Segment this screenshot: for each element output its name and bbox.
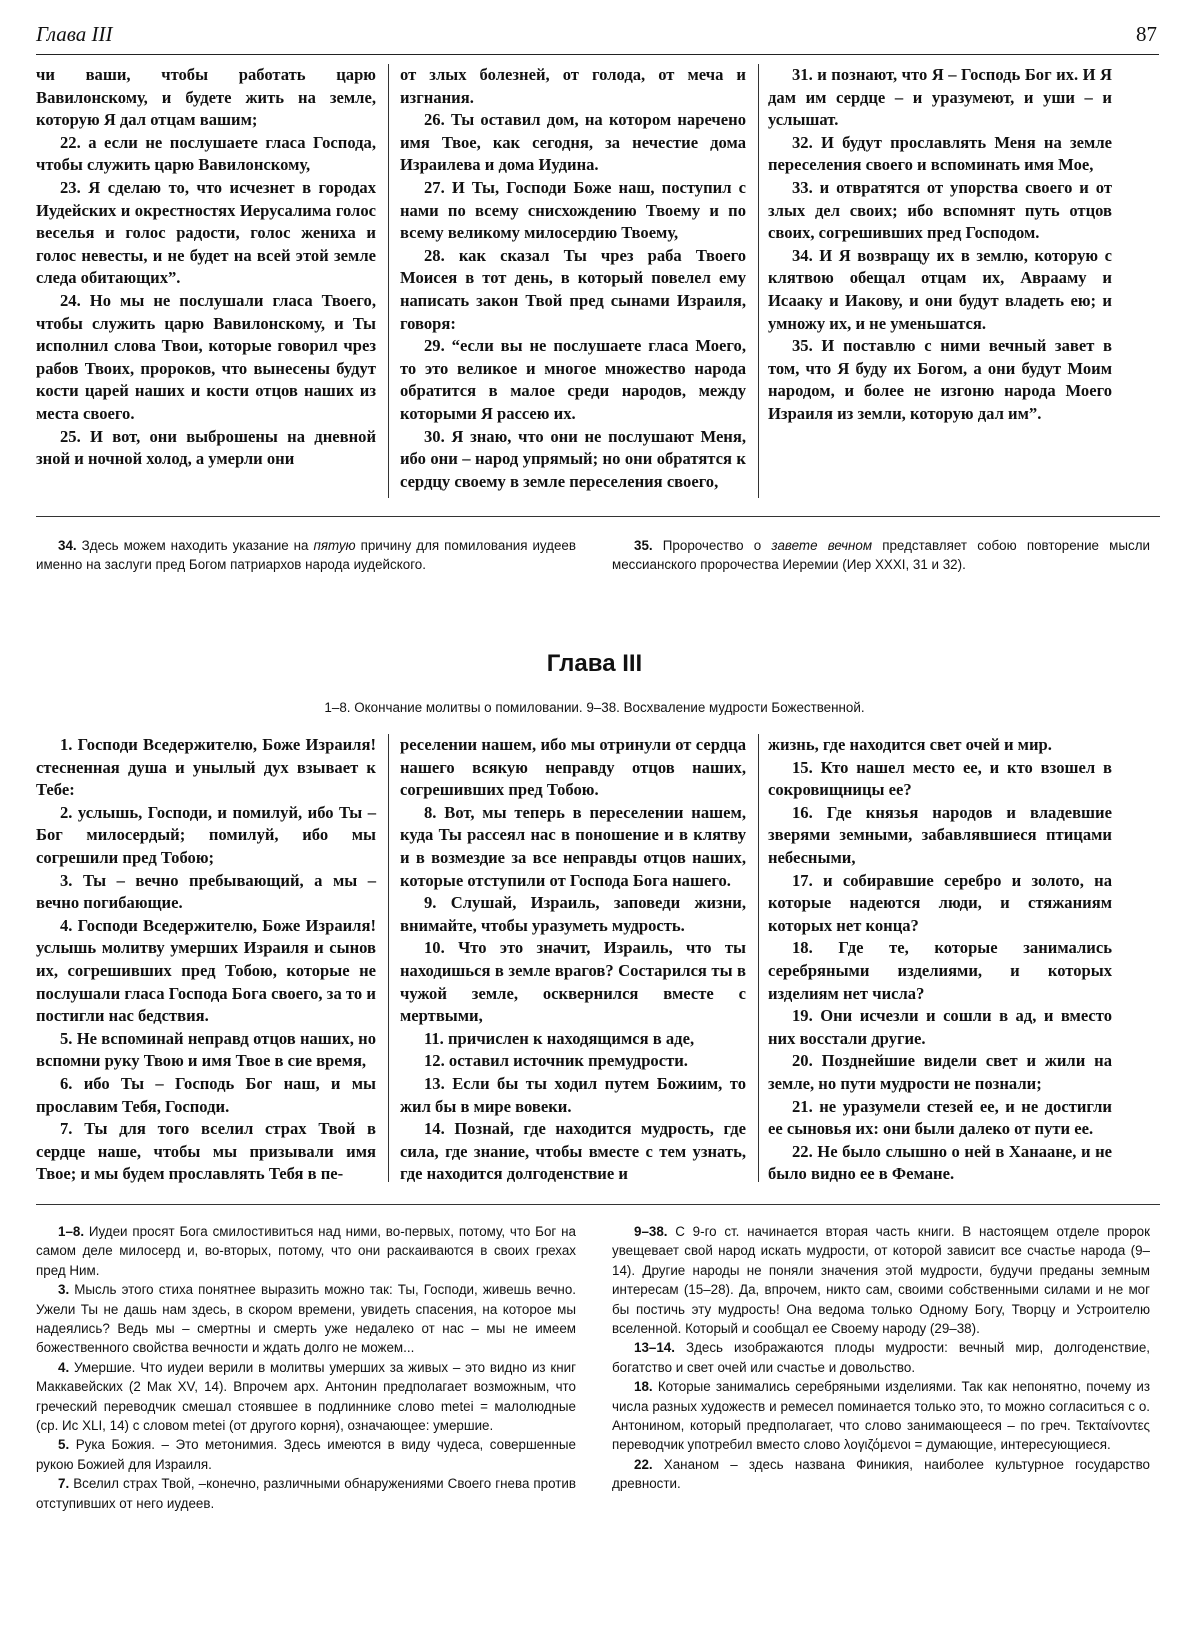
verse-paragraph: 8. Вот, мы теперь в переселении нашем, куда Ты рассеял нас в поношение и в клятву и в возмездие за все неправды отцов наших, которые отступили от Господа Бога нашего.	[400, 802, 746, 890]
verse-paragraph: 2. услышь, Господи, и помилуй, ибо Ты – Бог милосердый; помилуй, ибо мы согрешили пред Тобою;	[36, 802, 376, 867]
verse-paragraph: 23. Я сделаю то, что исчезнет в городах Иудейских и окрестностях Иерусалима голос веселья и голос радости, голос жениха и голос невесты, и не будет на всей этой земле следа обитающих”.	[36, 177, 376, 288]
verse-paragraph: 32. И будут прославлять Меня на земле переселения своего и вспоминать имя Мое,	[768, 132, 1112, 175]
verse-paragraph: 1. Господи Вседержителю, Боже Израиля! стесненная душа и унылый дух взывает к Тебе:	[36, 735, 376, 800]
note-text: Мысль этого стиха понятнее выразить можно так: Ты, Господи, живешь вечно. Ужели Ты не дашь нам здесь, в скором времени, увидеть спасения, на которое мы надеялись? Ведь мы – смертны и смерть уже недалеко от нас – мы не имеем божественного свойства вечности и ждать долго не можем...	[36, 1282, 576, 1356]
footnote-34	[36, 536, 576, 575]
verse-paragraph: 15. Кто нашел место ее, и кто взошел в сокровищницы ее?	[768, 757, 1112, 800]
top-text-column-2	[400, 64, 746, 493]
commentary-note	[36, 1222, 576, 1280]
note-text: Рука Божия. – Это метонимия. Здесь имеются в виду чудеса, совершенные рукою Божией для Израиля.	[36, 1437, 576, 1472]
verse-paragraph: 22. Не было слышно о ней в Ханаане, и не было видно ее в Фемане.	[768, 1141, 1112, 1184]
verse-paragraph: от злых болезней, от голода, от меча и изгнания.	[400, 65, 746, 107]
note-number: 7.	[58, 1476, 70, 1492]
verse-paragraph: 16. Где князья народов и владевшие зверями земными, забавлявшиеся птицами небесными,	[768, 802, 1112, 867]
footnote-text: Здесь можем находить указание на	[76, 538, 314, 553]
running-head-chapter: Глава III	[36, 22, 113, 46]
footnote-rule	[36, 1204, 1160, 1205]
chapter-title: Глава III	[546, 650, 643, 677]
bottom-text-column-3	[768, 734, 1112, 1186]
column-divider	[388, 734, 389, 1182]
verse-paragraph: 11. причислен к находящимся в аде,	[424, 1028, 695, 1048]
footnote-text: Пророчество о	[652, 538, 772, 553]
page-number: 87	[1136, 22, 1157, 46]
verse-paragraph: 14. Познай, где находится мудрость, где сила, где знание, чтобы вместе с тем узнать, где находится долгоденствие и	[400, 1119, 746, 1184]
verse-paragraph: 28. как сказал Ты чрез раба Твоего Моисея в тот день, в который повелел ему написать закон Твой пред сынами Израиля, говоря:	[400, 245, 746, 333]
verse-paragraph: 7. Ты для того вселил страх Твой в сердце наше, чтобы мы призывали имя Твое; и мы будем прославлять Тебя в пе-	[36, 1119, 376, 1184]
footnote-35	[612, 536, 1150, 575]
note-number: 13–14.	[634, 1340, 675, 1356]
verse-paragraph: 12. оставил источник премудрости.	[424, 1051, 688, 1071]
verse-paragraph: 13. Если бы ты ходил путем Божиим, то жил бы в мире вовеки.	[400, 1073, 746, 1116]
verse-paragraph: 24. Но мы не послушали гласа Твоего, чтобы служить царю Вавилонскому, и Ты исполнил слова Твои, которые говорил чрез рабов Твоих, пророков, что вынесены будут кости царей наших и кости отцов наших из места своего.	[36, 290, 376, 423]
bottom-text-column-2	[400, 734, 746, 1186]
verse-paragraph: 34. И Я возвращу их в землю, которую с клятвою обещал отцам их, Аврааму и Исааку и Иакову, и они будут владеть ею; и умножу их, и не уменьшатся.	[768, 245, 1112, 333]
verse-paragraph: 6. ибо Ты – Господь Бог наш, и мы прославим Тебя, Господи.	[36, 1073, 376, 1116]
footnote-number: 35.	[634, 538, 653, 553]
column-divider	[758, 64, 759, 498]
note-text: Которые занимались серебряными изделиями. Так как непонятно, почему из числа разных художеств и ремесел поминается только это, то можно согласиться с о. Антонином, который предполагает, что слово занимающееся – по греч. Τεκταίνοντες переводчик употребил вместо слово λογιζόμενοι = думающие, интересующиеся.	[612, 1379, 1150, 1453]
note-number: 5.	[58, 1437, 70, 1453]
verse-paragraph: 35. И поставлю с ними вечный завет в том, что Я буду их Богом, а они будут Моим народом, и более не изгоню народа Моего Израиля из земли, которую дал им”.	[768, 336, 1112, 423]
verse-paragraph: 25. И вот, они выброшены на дневной зной и ночной холод, а умерли они	[36, 426, 376, 469]
note-number: 22.	[634, 1456, 653, 1472]
commentary-note	[612, 1338, 1150, 1377]
note-text: Вселил страх Твой, –конечно, различными обнаружениями Своего гнева против отступивших от него иудеев.	[36, 1476, 576, 1511]
verse-paragraph: 27. И Ты, Господи Боже наш, поступил с нами по всему снисхождению Твоему и по всему великому милосердию Твоему,	[400, 177, 746, 243]
footnote-rule	[36, 516, 1160, 517]
note-text: Иудеи просят Бога смилостивиться над ними, во-первых, потому, что Бог на самом деле милосерд и, во-вторых, потому, что они раскаиваются в своих грехах пред Ним.	[36, 1224, 576, 1278]
verse-paragraph: чи ваши, чтобы работать царю Вавилонскому, и будете жить на земле, которую Я дал отцам вашим;	[36, 65, 376, 130]
verse-paragraph: 33. и отвратятся от упорства своего и от злых дел своих; ибо вспомнят путь отцов своих, согрешивших пред Господом.	[768, 177, 1112, 243]
column-divider	[758, 734, 759, 1182]
bottom-text-columns	[36, 734, 1160, 1194]
verse-paragraph: реселении нашем, ибо мы отринули от сердца нашего всякую неправду отцов наших, согрешивших пред Тобою.	[400, 735, 746, 800]
footnote-text: представляет собою повторение мысли мессианского пророчества Иеремии (Иер XXXI, 31 и 32).	[612, 538, 1150, 573]
verse-paragraph: 18. Где те, которые занимались серебряными изделиями, и которых изделиям нет числа?	[768, 938, 1112, 1003]
verse-paragraph: жизнь, где находится свет очей и мир.	[768, 735, 1052, 754]
footnotes-left	[36, 1222, 576, 1513]
note-number: 9–38.	[634, 1224, 668, 1239]
verse-paragraph: 4. Господи Вседержителю, Боже Израиля! услышь молитву умерших Израиля и сынов их, согрешивших пред Тобою, которые не послушали гласа Господа Бога своего, за то и постигли нас бедствия.	[36, 915, 376, 1026]
footnote-emphasis: завете вечном	[771, 538, 873, 553]
commentary-note	[36, 1474, 576, 1513]
commentary-note	[612, 1455, 1150, 1494]
column-divider	[388, 64, 389, 498]
verse-paragraph: 26. Ты оставил дом, на котором наречено имя Твое, как сегодня, за нечестие дома Израилева и дома Иудина.	[400, 110, 746, 175]
note-text: Здесь изображаются плоды мудрости: вечный мир, долгоденствие, богатство и свет очей или счастье и довольство.	[612, 1340, 1150, 1375]
note-number: 3.	[58, 1282, 70, 1298]
verse-paragraph: 10. Что это значит, Израиль, что ты находишься в земле врагов? Состарился ты в чужой земле, осквернился вместе с мертвыми,	[400, 938, 746, 1026]
commentary-note	[36, 1280, 576, 1358]
verse-paragraph: 3. Ты – вечно пребывающий, а мы – вечно погибающие.	[36, 870, 376, 913]
note-text: Хананом – здесь названа Финикия, наиболее культурное государство древности.	[612, 1456, 1150, 1492]
verse-paragraph: 9. Слушай, Израиль, заповеди жизни, внимайте, чтобы уразуметь мудрость.	[400, 893, 746, 935]
footnote-text: причину для помилования иудеев именно на заслуги пред Богом патриархов народа иудейского.	[36, 538, 576, 573]
note-number: 18.	[634, 1379, 653, 1395]
note-number: 4.	[58, 1359, 70, 1375]
commentary-note	[36, 1435, 576, 1474]
commentary-note	[36, 1358, 576, 1436]
verse-paragraph: 17. и собиравшие серебро и золото, на которые надеются люди, и стяжаниям которых нет конца?	[768, 870, 1112, 935]
verse-paragraph: 29. “если вы не послушаете гласа Моего, то это великое и многое множество народа обратится в малое среди народов, между которыми Я рассею их.	[400, 336, 746, 423]
footnotes-right	[612, 1222, 1150, 1494]
top-text-columns	[36, 64, 1160, 504]
note-text: Умершие. Что иудеи верили в молитвы умерших за живых – это видно из книг Маккавейских (2 Мак XV, 14). Впрочем арх. Антонин предполагает возможным, что греческий переводчик смешал стоявшее в подлиннике слово metei = малолюдные (ср. Ис XLI, 14) с словом metei (от другого корня), означающее: умершие.	[36, 1359, 576, 1434]
running-head	[36, 18, 1159, 55]
note-number: 1–8.	[58, 1224, 85, 1239]
footnote-number: 34.	[58, 538, 77, 553]
top-text-column-1	[36, 64, 376, 471]
top-text-column-3	[768, 64, 1112, 426]
verse-paragraph: 21. не уразумели стезей ее, и не достигли ее сыновья их: они были далеко от пути ее.	[768, 1096, 1112, 1139]
verse-paragraph: 20. Позднейшие видели свет и жили на земле, но пути мудрости не познали;	[768, 1051, 1112, 1093]
verse-paragraph: 31. и познают, что Я – Господь Бог их. И Я дам им сердце – и уразумеют, и уши – и услышат.	[768, 65, 1112, 130]
verse-paragraph: 19. Они исчезли и сошли в ад, и вместо них восстали другие.	[768, 1006, 1112, 1048]
chapter-summary: 1–8. Окончание молитвы о помиловании. 9–38. Восхваление мудрости Божественной.	[324, 700, 865, 715]
footnote-emphasis: пятую	[313, 538, 356, 553]
bottom-text-column-1	[36, 734, 376, 1186]
verse-paragraph: 22. а если не послушаете гласа Господа, чтобы служить царю Вавилонскому,	[36, 132, 376, 175]
verse-paragraph: 5. Не вспоминай неправд отцов наших, но вспомни руку Твою и имя Твое в сие время,	[36, 1028, 376, 1071]
verse-paragraph: 30. Я знаю, что они не послушают Меня, ибо они – народ упрямый; но они обратятся к сердцу своему в земле переселения своего,	[400, 426, 746, 491]
commentary-note	[612, 1222, 1150, 1338]
note-text: С 9-го ст. начинается вторая часть книги. В настоящем отделе пророк увещевает свой народ искать мудрости, от которой зависит все счастье народа (9–14). Другие народы не поняли значения этой мудрости, будучи преданы земным интересам (15–28). Да, впрочем, никто сам, своими собственными силами и не мог бы постичь эту мудрость! Она ведома только Одному Богу, Творцу и Устроителю вселенной. Который и сообщал ее Своему народу (29–38).	[612, 1224, 1150, 1337]
commentary-note	[612, 1377, 1150, 1455]
